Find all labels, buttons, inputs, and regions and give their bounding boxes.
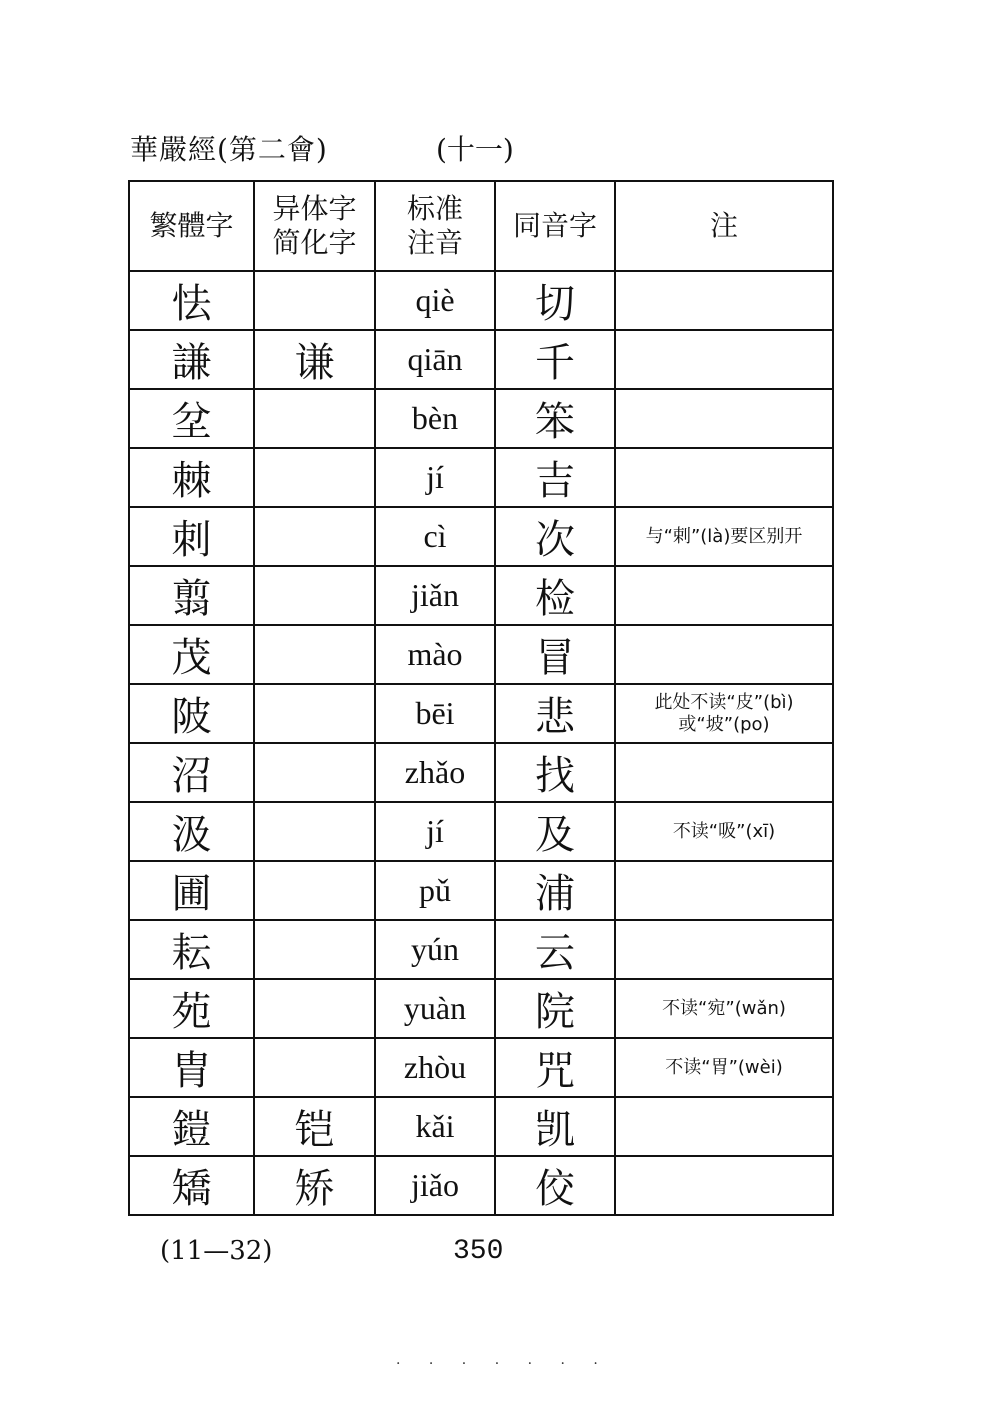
- homophone-cell: 浦: [495, 861, 615, 920]
- simplified-char-cell: [254, 684, 375, 743]
- traditional-char-cell: 謙: [129, 330, 254, 389]
- traditional-char-cell: 坌: [129, 389, 254, 448]
- table-row: [129, 271, 833, 330]
- note-cell: 此处不读“皮”(bì)或“坡”(po): [615, 684, 833, 743]
- homophone-cell: 悲: [495, 684, 615, 743]
- traditional-char-cell: 陂: [129, 684, 254, 743]
- note-cell: [615, 1156, 833, 1215]
- note-cell: 不读“胃”(wèi): [615, 1038, 833, 1097]
- pinyin-cell: qiān: [375, 330, 495, 389]
- pinyin-cell: bèn: [375, 389, 495, 448]
- table-row: [129, 1097, 833, 1156]
- note-cell: [615, 566, 833, 625]
- simplified-char-cell: [254, 920, 375, 979]
- pinyin-cell: mào: [375, 625, 495, 684]
- traditional-char-cell: 刺: [129, 507, 254, 566]
- pinyin-cell: jiǎo: [375, 1156, 495, 1215]
- page-number: 350: [453, 1236, 504, 1267]
- table-row: [129, 802, 833, 861]
- col-homophone-header: 同音字: [495, 181, 615, 271]
- homophone-cell: 冒: [495, 625, 615, 684]
- simplified-char-cell: [254, 625, 375, 684]
- table-row: [129, 330, 833, 389]
- homophone-cell: 佼: [495, 1156, 615, 1215]
- note-cell: [615, 920, 833, 979]
- note-cell: [615, 330, 833, 389]
- table-row: [129, 684, 833, 743]
- simplified-char-cell: [254, 802, 375, 861]
- homophone-cell: 及: [495, 802, 615, 861]
- traditional-char-cell: 耘: [129, 920, 254, 979]
- traditional-char-cell: 苑: [129, 979, 254, 1038]
- pinyin-cell: yuàn: [375, 979, 495, 1038]
- note-cell: [615, 625, 833, 684]
- traditional-char-cell: 沼: [129, 743, 254, 802]
- table-row: [129, 448, 833, 507]
- note-cell: 与“剌”(là)要区别开: [615, 507, 833, 566]
- simplified-char-cell: 矫: [254, 1156, 375, 1215]
- pinyin-cell: yún: [375, 920, 495, 979]
- pinyin-cell: jí: [375, 448, 495, 507]
- simplified-char-cell: [254, 389, 375, 448]
- scan-specks: · · · · · · ·: [396, 1356, 610, 1372]
- note-cell: [615, 448, 833, 507]
- simplified-char-cell: [254, 1038, 375, 1097]
- simplified-char-cell: [254, 979, 375, 1038]
- traditional-char-cell: 汲: [129, 802, 254, 861]
- homophone-cell: 检: [495, 566, 615, 625]
- simplified-char-cell: 谦: [254, 330, 375, 389]
- table-row: [129, 920, 833, 979]
- character-glossary-table: [128, 180, 834, 1216]
- homophone-cell: 吉: [495, 448, 615, 507]
- table-row: [129, 507, 833, 566]
- col-traditional-header: 繁體字: [129, 181, 254, 271]
- homophone-cell: 切: [495, 271, 615, 330]
- pinyin-cell: jí: [375, 802, 495, 861]
- pinyin-cell: jiǎn: [375, 566, 495, 625]
- pinyin-cell: pǔ: [375, 861, 495, 920]
- table-row: [129, 743, 833, 802]
- col-variant-simplified-header: 异体字 简化字: [254, 181, 375, 271]
- simplified-char-cell: [254, 566, 375, 625]
- pinyin-cell: bēi: [375, 684, 495, 743]
- table-row: [129, 1038, 833, 1097]
- traditional-char-cell: 鎧: [129, 1097, 254, 1156]
- pinyin-cell: kǎi: [375, 1097, 495, 1156]
- homophone-cell: 笨: [495, 389, 615, 448]
- pinyin-cell: zhǎo: [375, 743, 495, 802]
- table-row: [129, 566, 833, 625]
- homophone-cell: 院: [495, 979, 615, 1038]
- table-row: [129, 861, 833, 920]
- book-title: 華嚴經(第二會): [130, 133, 328, 166]
- note-cell: [615, 389, 833, 448]
- traditional-char-cell: 棘: [129, 448, 254, 507]
- col-pinyin-header: 标准 注音: [375, 181, 495, 271]
- traditional-char-cell: 怯: [129, 271, 254, 330]
- note-cell: [615, 743, 833, 802]
- traditional-char-cell: 胄: [129, 1038, 254, 1097]
- simplified-char-cell: [254, 743, 375, 802]
- col-note-header: 注: [615, 181, 833, 271]
- pinyin-cell: cì: [375, 507, 495, 566]
- simplified-char-cell: 铠: [254, 1097, 375, 1156]
- note-cell: [615, 861, 833, 920]
- table-row: [129, 625, 833, 684]
- header-row: [129, 181, 833, 271]
- homophone-cell: 咒: [495, 1038, 615, 1097]
- pinyin-cell: qiè: [375, 271, 495, 330]
- simplified-char-cell: [254, 271, 375, 330]
- table-row: [129, 389, 833, 448]
- note-cell: [615, 271, 833, 330]
- table-row: [129, 979, 833, 1038]
- volume-code: (11—32): [160, 1236, 273, 1266]
- pinyin-cell: zhòu: [375, 1038, 495, 1097]
- traditional-char-cell: 茂: [129, 625, 254, 684]
- simplified-char-cell: [254, 448, 375, 507]
- traditional-char-cell: 翦: [129, 566, 254, 625]
- simplified-char-cell: [254, 861, 375, 920]
- simplified-char-cell: [254, 507, 375, 566]
- homophone-cell: 千: [495, 330, 615, 389]
- note-cell: 不读“吸”(xī): [615, 802, 833, 861]
- traditional-char-cell: 圃: [129, 861, 254, 920]
- section-number: (十一): [436, 133, 514, 166]
- table-row: [129, 1156, 833, 1215]
- note-cell: [615, 1097, 833, 1156]
- homophone-cell: 凯: [495, 1097, 615, 1156]
- traditional-char-cell: 矯: [129, 1156, 254, 1215]
- homophone-cell: 找: [495, 743, 615, 802]
- homophone-cell: 次: [495, 507, 615, 566]
- homophone-cell: 云: [495, 920, 615, 979]
- note-cell: 不读“宛”(wǎn): [615, 979, 833, 1038]
